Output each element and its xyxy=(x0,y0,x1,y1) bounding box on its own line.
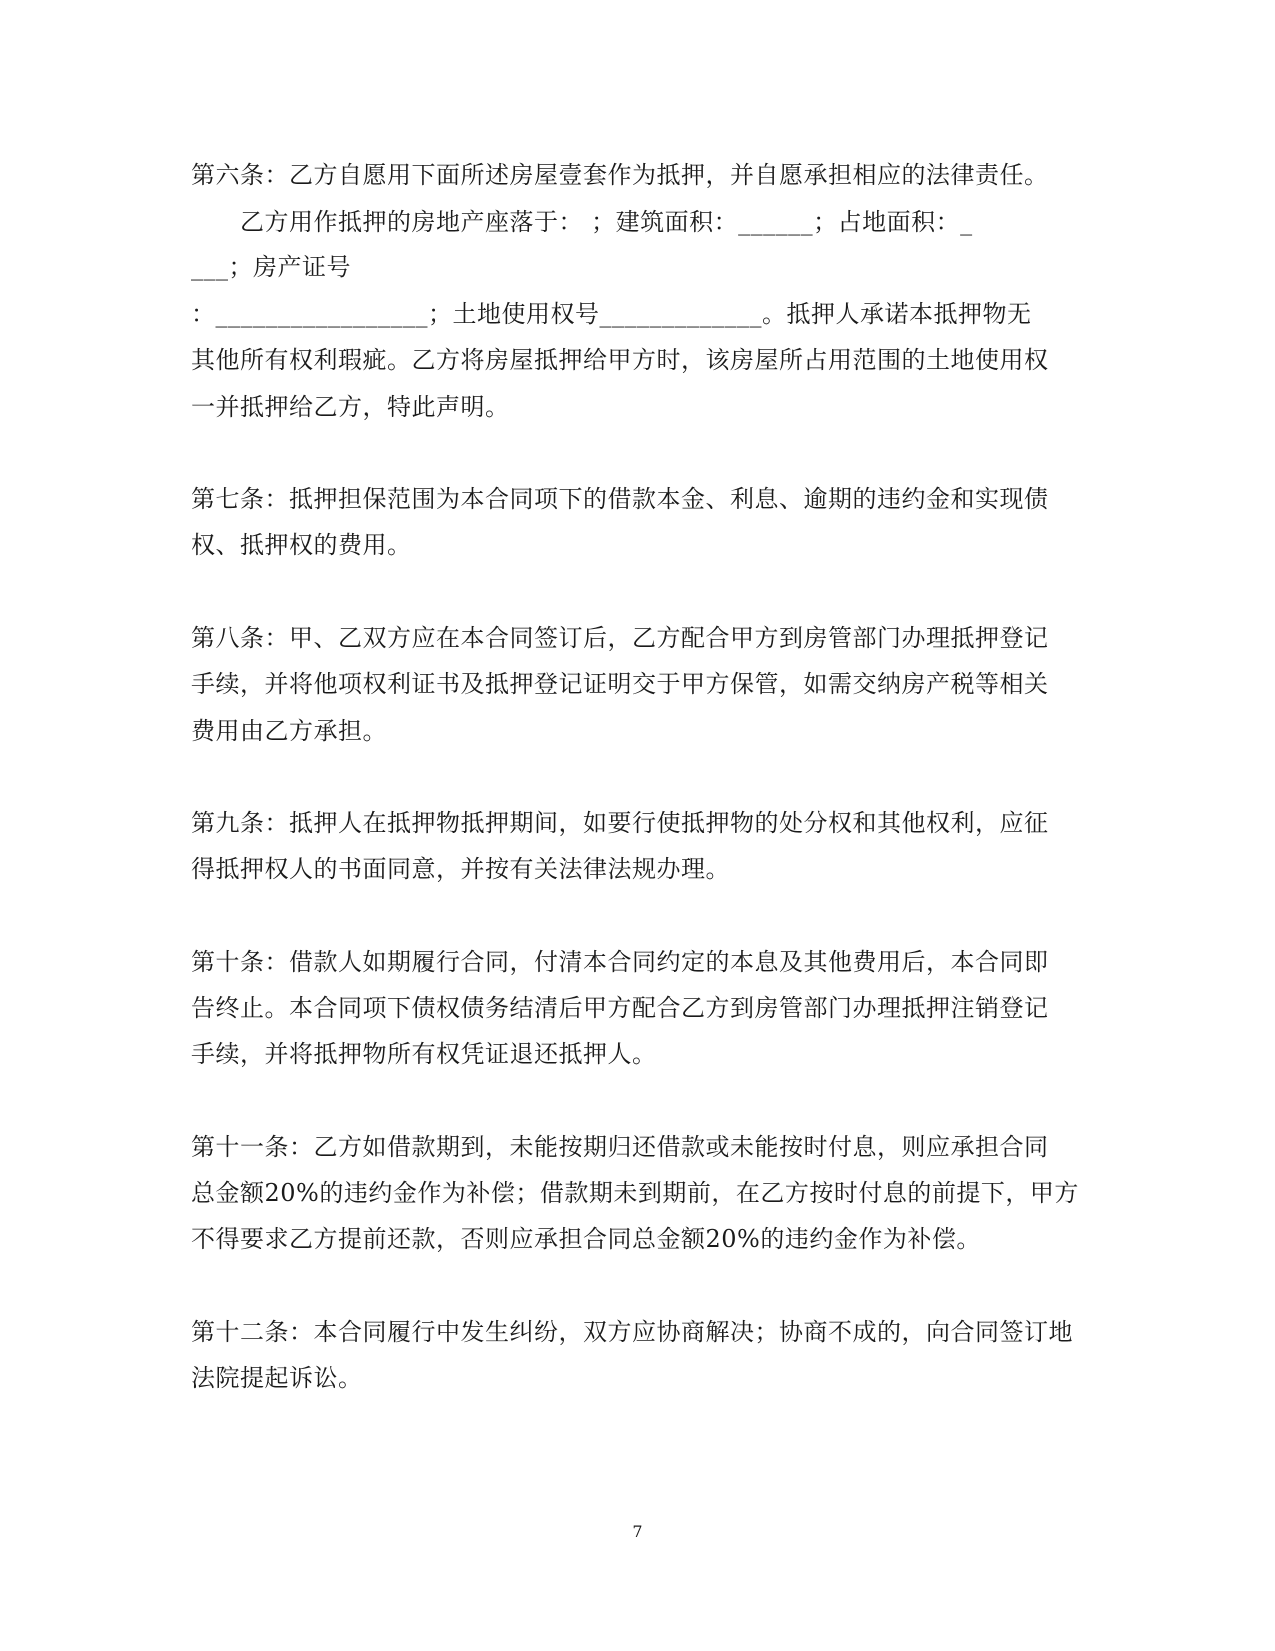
article-10-line-1: 第十条：借款人如期履行合同，付清本合同约定的本息及其他费用后，本合同即 xyxy=(191,948,1049,976)
page-number: 7 xyxy=(632,1522,643,1541)
article-10-line-3: 手续，并将抵押物所有权凭证退还抵押人。 xyxy=(191,1040,657,1068)
article-6-line-5: 其他所有权利瑕疵。乙方将房屋抵押给甲方时，该房屋所占用范围的土地使用权 xyxy=(191,346,1049,374)
article-10-line-2: 告终止。本合同项下债权债务结清后甲方配合乙方到房管部门办理抵押注销登记 xyxy=(191,994,1049,1022)
article-12-line-1: 第十二条：本合同履行中发生纠纷，双方应协商解决；协商不成的，向合同签订地 xyxy=(191,1318,1073,1346)
article-6-line-6: 一并抵押给乙方，特此声明。 xyxy=(191,393,510,421)
article-8-line-1: 第八条：甲、乙双方应在本合同签订后，乙方配合甲方到房管部门办理抵押登记 xyxy=(191,624,1049,652)
article-7-line-1: 第七条：抵押担保范围为本合同项下的借款本金、利息、逾期的违约金和实现债 xyxy=(191,485,1049,513)
article-6-line-3: ___；房产证号 xyxy=(191,253,351,281)
article-6-line-1: 第六条：乙方自愿用下面所述房屋壹套作为抵押，并自愿承担相应的法律责任。 xyxy=(191,161,1049,189)
article-9-line-2: 得抵押权人的书面同意，并按有关法律法规办理。 xyxy=(191,855,730,883)
article-8-line-3: 费用由乙方承担。 xyxy=(191,717,387,745)
article-6-line-4: ：_________________；土地使用权号_____________。抵押人承诺本抵押物无 xyxy=(191,300,1032,328)
article-9-line-1: 第九条：抵押人在抵押物抵押期间，如要行使抵押物的处分权和其他权利，应征 xyxy=(191,809,1049,837)
article-8-line-2: 手续，并将他项权利证书及抵押登记证明交于甲方保管，如需交纳房产税等相关 xyxy=(191,670,1049,698)
article-11-line-3: 不得要求乙方提前还款，否则应承担合同总金额20%的违约金作为补偿。 xyxy=(191,1225,981,1253)
article-11-line-2: 总金额20%的违约金作为补偿；借款期未到期前，在乙方按时付息的前提下，甲方 xyxy=(191,1179,1079,1207)
article-7-line-2: 权、抵押权的费用。 xyxy=(191,531,412,559)
article-11-line-1: 第十一条：乙方如借款期到，未能按期归还借款或未能按时付息，则应承担合同 xyxy=(191,1133,1049,1161)
article-12-line-2: 法院提起诉讼。 xyxy=(191,1364,363,1392)
article-6-line-2: 乙方用作抵押的房地产座落于： ；建筑面积：______；占地面积：_ xyxy=(240,208,973,236)
